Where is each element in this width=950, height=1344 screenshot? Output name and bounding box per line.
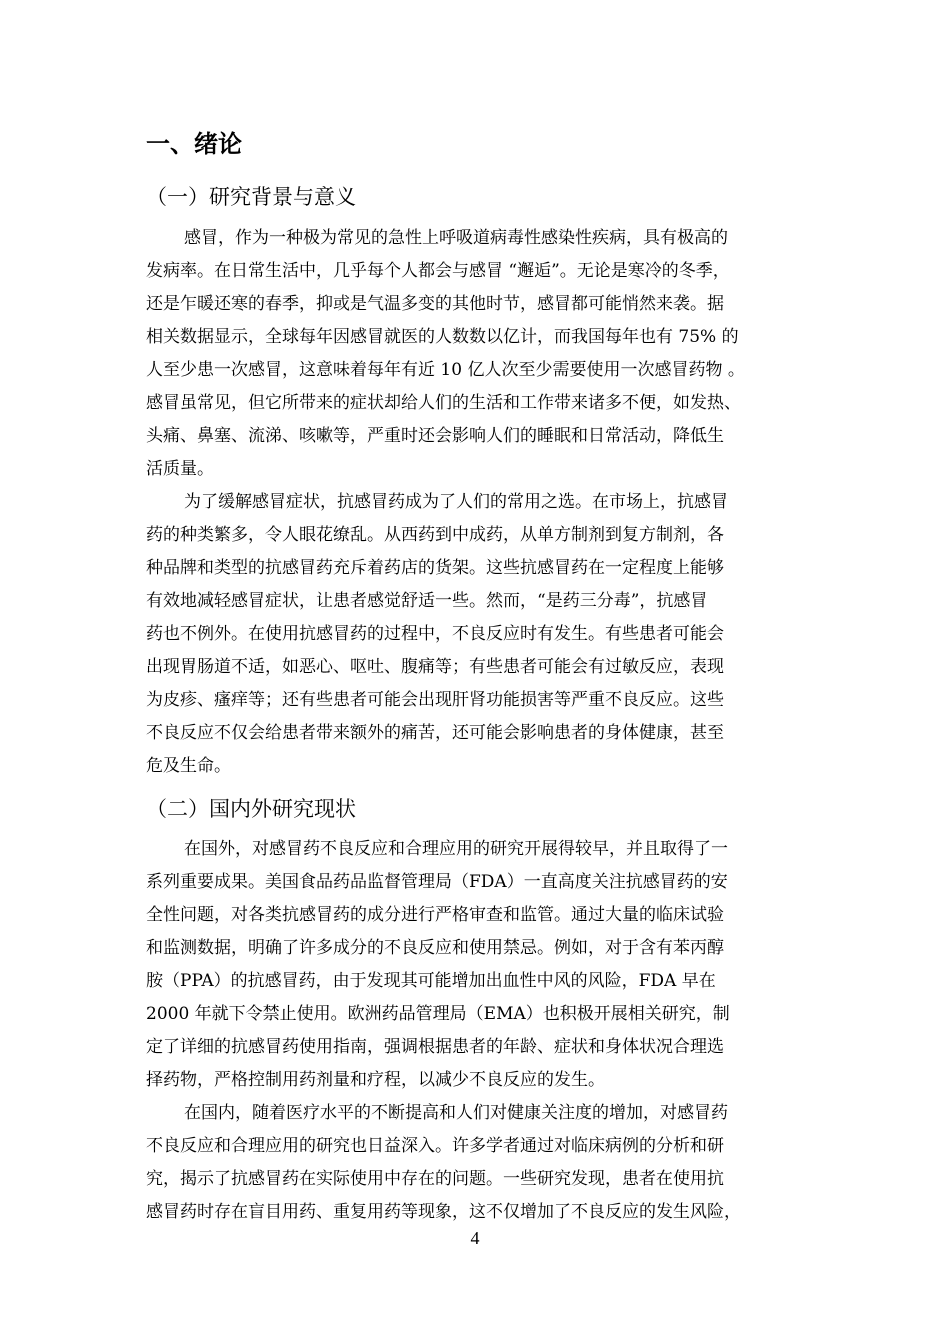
paragraph-line: 发病率。在日常生活中，几乎每个人都会与感冒 “邂逅”。无论是寒冷的冬季，	[146, 261, 730, 281]
paragraph-line: 不良反应不仅会给患者带来额外的痛苦，还可能会影响患者的身体健康，甚至	[146, 723, 724, 743]
paragraph-line: 人至少患一次感冒，这意味着每年有近 10 亿人次至少需要使用一次感冒药物 。	[146, 360, 745, 380]
paragraph-line: 头痛、鼻塞、流涕、咳嗽等，严重时还会影响人们的睡眠和日常活动，降低生	[146, 426, 724, 446]
paragraph-line: 胺（PPA）的抗感冒药，由于发现其可能增加出血性中风的风险，FDA 早在	[146, 971, 716, 991]
paragraph-line: 药的种类繁多，令人眼花缭乱。从西药到中成药，从单方制剂到复方制剂，各	[146, 525, 724, 545]
subsection-title-status: （二）国内外研究现状	[146, 797, 356, 821]
paragraph-line: 为皮疹、瘙痒等；还有些患者可能会出现肝肾功能损害等严重不良反应。这些	[146, 690, 724, 710]
paragraph-line: 活质量。	[146, 459, 214, 479]
page-number: 4	[470, 1228, 480, 1248]
paragraph-line: 感冒药时存在盲目用药、重复用药等现象，这不仅增加了不良反应的发生风险，	[146, 1202, 741, 1222]
paragraph-line: 2000 年就下令禁止使用。欧洲药品管理局（EMA）也积极开展相关研究，制	[146, 1004, 730, 1024]
paragraph-line: 感冒，作为一种极为常见的急性上呼吸道病毒性感染性疾病，具有极高的	[184, 228, 728, 248]
paragraph-line: 种品牌和类型的抗感冒药充斥着药店的货架。这些抗感冒药在一定程度上能够	[146, 558, 724, 578]
paragraph-line: 全性问题，对各类抗感冒药的成分进行严格审查和监管。通过大量的临床试验	[146, 905, 724, 925]
paragraph-line: 还是乍暖还寒的春季，抑或是气温多变的其他时节，感冒都可能悄然来袭。据	[146, 294, 724, 314]
paragraph-line: 危及生命。	[146, 756, 231, 776]
paragraph-line: 相关数据显示，全球每年因感冒就医的人数数以亿计，而我国每年也有 75% 的	[146, 327, 739, 347]
paragraph-line: 出现胃肠道不适，如恶心、呕吐、腹痛等；有些患者可能会有过敏反应，表现	[146, 657, 724, 677]
paragraph-line: 不良反应和合理应用的研究也日益深入。许多学者通过对临床病例的分析和研	[146, 1136, 724, 1156]
section-title: 一、绪论	[146, 130, 242, 158]
paragraph-line: 有效地减轻感冒症状，让患者感觉舒适一些。然而，“是药三分毒”，抗感冒	[146, 591, 708, 611]
paragraph-line: 在国外，对感冒药不良反应和合理应用的研究开展得较早，并且取得了一	[184, 839, 728, 859]
paragraph-line: 择药物，严格控制用药剂量和疗程，以减少不良反应的发生。	[146, 1070, 605, 1090]
paragraph-line: 感冒虽常见，但它所带来的症状却给人们的生活和工作带来诸多不便，如发热、	[146, 393, 741, 413]
paragraph-line: 系列重要成果。美国食品药品监督管理局（FDA）一直高度关注抗感冒药的安	[146, 872, 728, 892]
subsection-title-background: （一）研究背景与意义	[146, 185, 356, 209]
paragraph-line: 定了详细的抗感冒药使用指南，强调根据患者的年龄、症状和身体状况合理选	[146, 1037, 724, 1057]
paragraph-line: 和监测数据，明确了许多成分的不良反应和使用禁忌。例如，对于含有苯丙醇	[146, 938, 724, 958]
paragraph-line: 究，揭示了抗感冒药在实际使用中存在的问题。一些研究发现，患者在使用抗	[146, 1169, 724, 1189]
paragraph-line: 药也不例外。在使用抗感冒药的过程中，不良反应时有发生。有些患者可能会	[146, 624, 724, 644]
paragraph-line: 为了缓解感冒症状，抗感冒药成为了人们的常用之选。在市场上，抗感冒	[184, 492, 728, 512]
paragraph-line: 在国内，随着医疗水平的不断提高和人们对健康关注度的增加，对感冒药	[184, 1103, 728, 1123]
